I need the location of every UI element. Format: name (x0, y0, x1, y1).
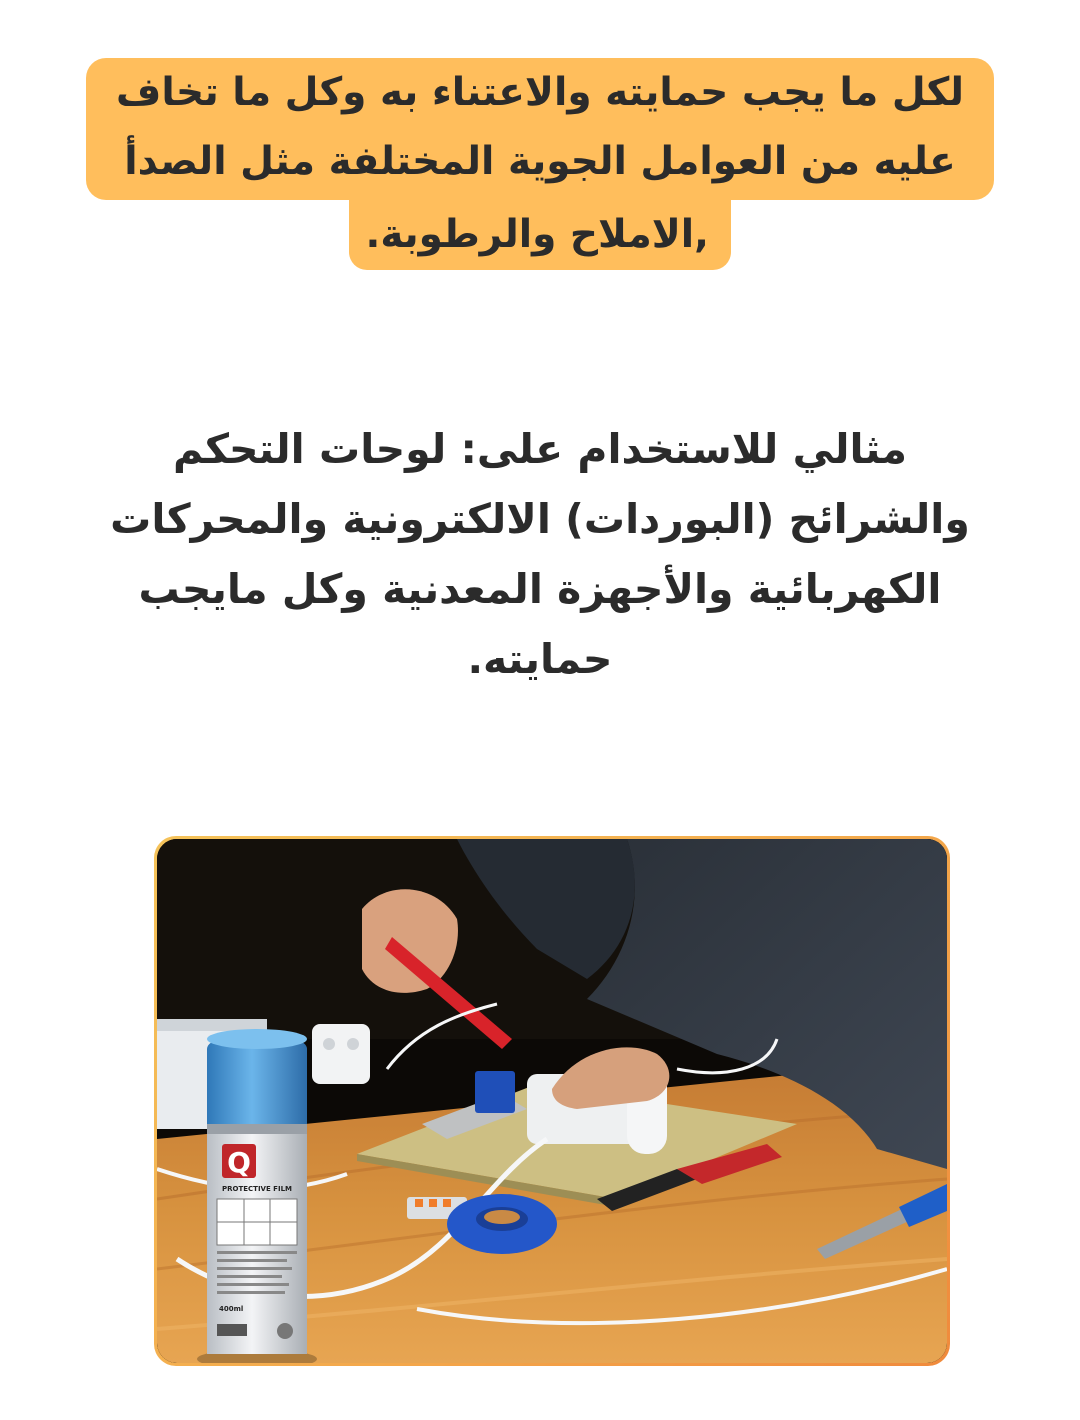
highlighted-heading (86, 58, 994, 270)
heading-line-1-text: لكل ما يجب حمايته والاعتناء به وكل ما تخاف (86, 58, 994, 128)
usage-line-3: الكهربائية والأجهزة المعدنية وكل مايجب (138, 565, 942, 613)
heading-line-3-text: ,الاملاح والرطوبة. (349, 200, 731, 270)
photo-frame (154, 836, 950, 1366)
heading-line-3 (86, 200, 994, 270)
can-brand-letter: Q (227, 1146, 251, 1179)
can-product-label: PROTECTIVE FILM (222, 1185, 292, 1193)
heading-line-2 (86, 128, 994, 200)
product-usage-photo (157, 839, 947, 1363)
usage-line-1: مثالي للاستخدام على: لوحات التحكم (173, 425, 907, 473)
usage-line-4: حمايته. (467, 635, 613, 683)
heading-line-2-text: عليه من العوامل الجوية المختلفة مثل الصدأ (86, 128, 994, 200)
spray-can (197, 1029, 317, 1363)
usage-line-2: والشرائح (البوردات) الالكترونية والمحركات (110, 495, 970, 543)
can-volume: 400ml (219, 1305, 244, 1313)
heading-line-1 (86, 58, 994, 128)
photo-illustration (157, 839, 947, 1363)
usage-paragraph (100, 414, 980, 694)
